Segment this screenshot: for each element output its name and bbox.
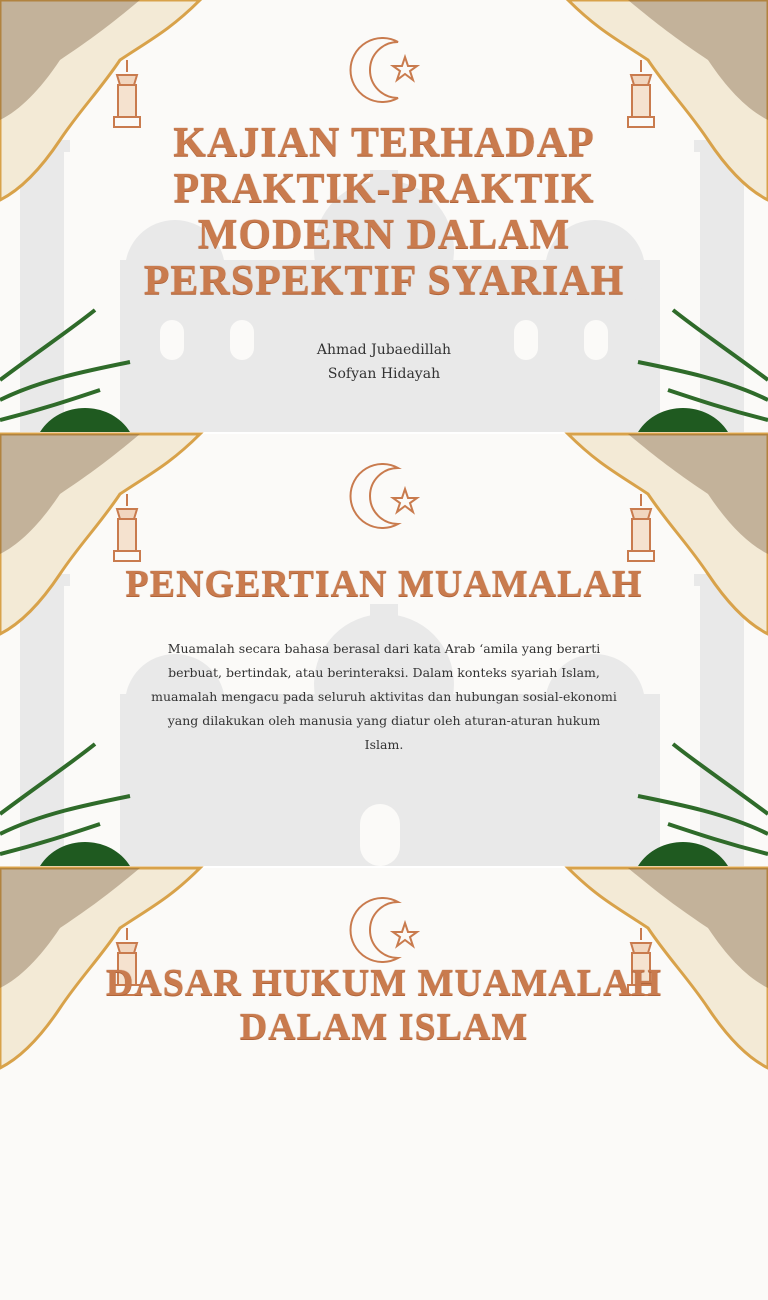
slide-title [0, 0, 768, 432]
ornament-background [0, 868, 768, 1300]
lantern-icon [114, 494, 140, 561]
author-name: Ahmad Jubaedillah [316, 342, 452, 358]
lantern-icon [628, 494, 654, 561]
slide-legal-basis [0, 868, 768, 1300]
crescent-star-icon [351, 38, 417, 102]
title-line: KAJIAN TERHADAP [173, 120, 595, 166]
slide-heading [0, 961, 768, 1049]
title-line: DALAM ISLAM [239, 1006, 529, 1048]
author-name: Sofyan Hidayah [327, 366, 441, 382]
slide-title-heading [0, 120, 768, 304]
lantern-icon [628, 60, 654, 127]
title-line: PRAKTIK-PRAKTIK [173, 166, 595, 212]
slide-definition [0, 434, 768, 866]
author-list [0, 338, 768, 386]
title-line: MODERN DALAM [197, 212, 571, 258]
crescent-star-icon [351, 898, 417, 962]
title-line: PERSPEKTIF SYARIAH [143, 258, 625, 304]
lantern-icon [114, 60, 140, 127]
slide-heading: PENGERTIAN MUAMALAH [125, 563, 643, 605]
title-line: DASAR HUKUM MUAMALAH [105, 962, 663, 1004]
definition-paragraph: Muamalah secara bahasa berasal dari kata Arab ‘amila yang berarti berbuat, bertindak, atau berinteraksi. Dalam konteks syariah Islam, muamalah mengacu pada seluruh aktivitas dan hubungan sosial-ekonomi yang dilakukan oleh manusia yang diatur oleh aturan-aturan hukum Islam. [151, 641, 617, 752]
crescent-star-icon [351, 464, 417, 528]
